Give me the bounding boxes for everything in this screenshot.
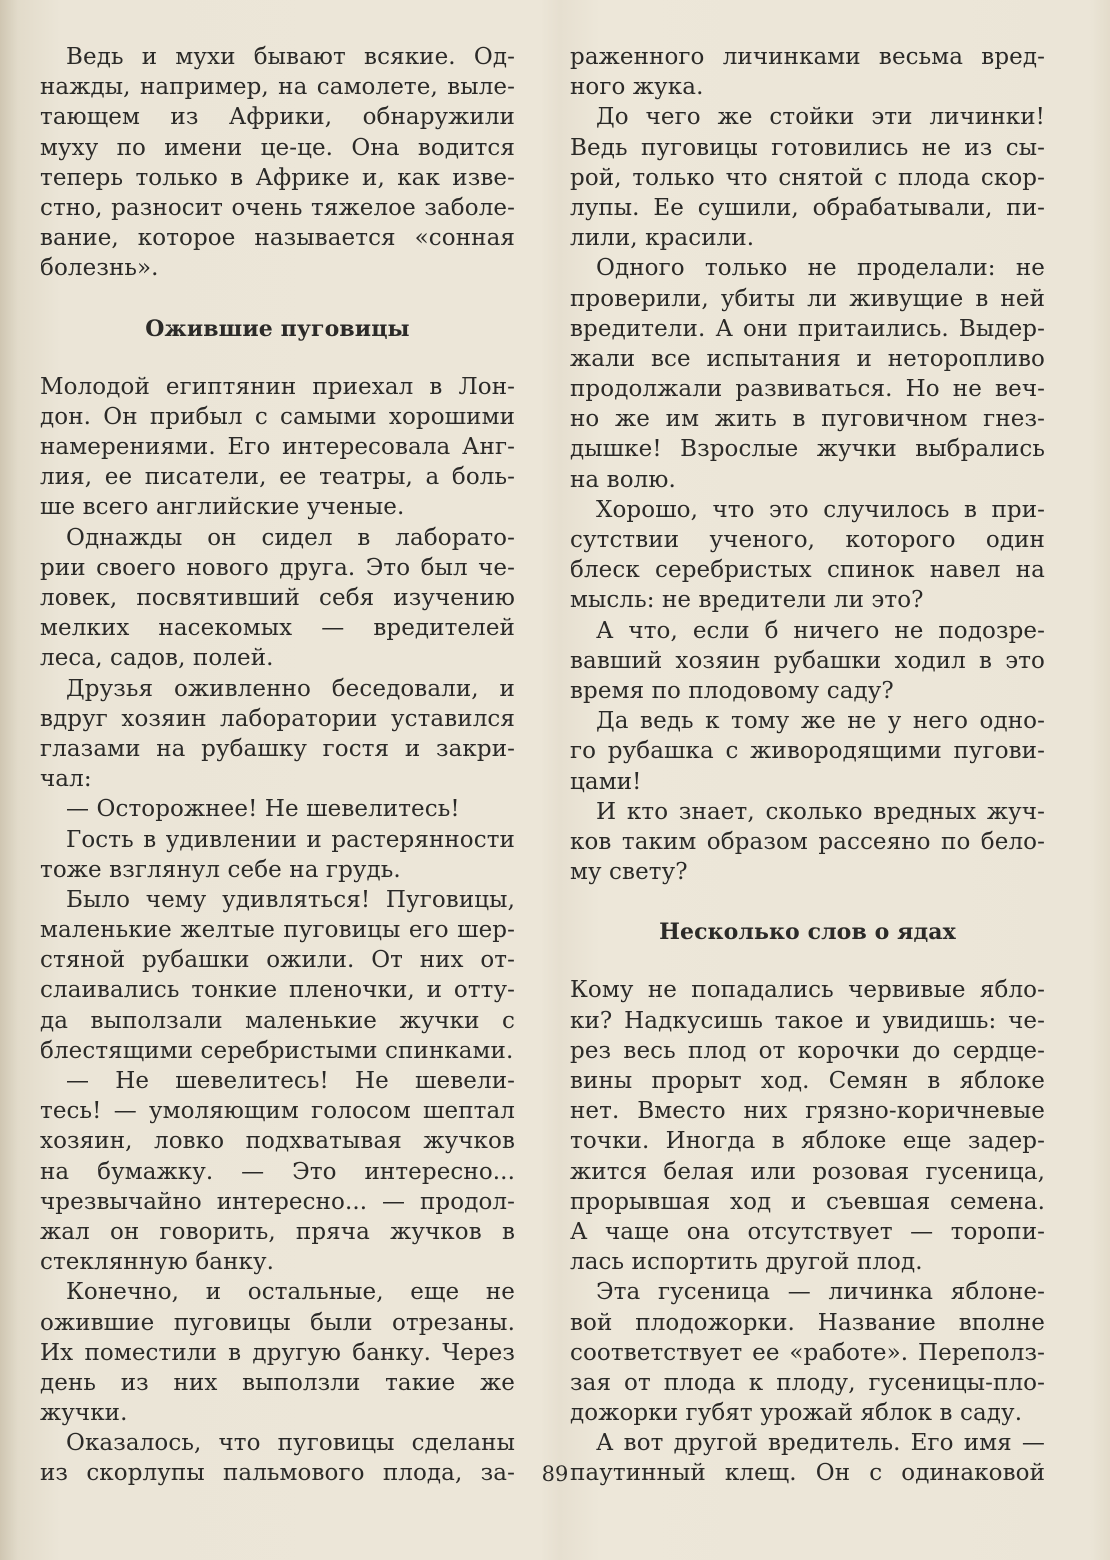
- text-line: раженного личинками весьма вред-: [570, 44, 1045, 70]
- text-line: тающем из Африки, обнаружили: [40, 104, 515, 131]
- text-line: рез весь плод от корочки до сердце-: [570, 1037, 1045, 1064]
- text-line: рии своего нового друга. Это был че-: [40, 554, 515, 581]
- text-line: мысль: не вредители ли это?: [570, 587, 924, 614]
- paragraph: [40, 42, 515, 284]
- paragraph: [570, 253, 1045, 495]
- text-line: Ведь пуговицы готовились не из сы-: [570, 134, 1045, 161]
- paragraph: [40, 1066, 515, 1277]
- text-line: вание, которое называется «сонная: [40, 225, 515, 252]
- text-line: вредители. А они притаились. Выдер-: [570, 315, 1045, 342]
- text-line: До чего же стойки эти личинки!: [596, 104, 1045, 131]
- text-line: цами!: [570, 768, 642, 795]
- text-line: лупы. Ее сушили, обрабатывали, пи-: [570, 194, 1045, 221]
- right-column: [570, 42, 1045, 1489]
- text-line: сутствии ученого, которого один: [570, 527, 1045, 553]
- paragraph: [570, 975, 1045, 1277]
- text-line: вины прорыт ход. Семян в яблоке: [570, 1068, 1045, 1094]
- paragraph: [570, 616, 1045, 707]
- paragraph: [570, 495, 1045, 616]
- paragraph: [40, 885, 515, 1066]
- text-line: прорывшая ход и съевшая семена.: [570, 1188, 1045, 1215]
- text-line: лась испортить другой плод.: [570, 1249, 923, 1276]
- text-line: на бумажку. — Это интересно...: [40, 1158, 515, 1185]
- spacer: [570, 947, 1045, 975]
- text-line: паутинный клещ. Он с одинаковой: [570, 1460, 1045, 1487]
- text-line: Оказалось, что пуговицы сделаны: [66, 1430, 515, 1457]
- text-line: жится белая или розовая гусеница,: [570, 1158, 1045, 1185]
- spacer: [40, 284, 515, 314]
- text-line: нет. Вместо них грязно-коричневые: [570, 1098, 1045, 1125]
- text-line: точки. Иногда в яблоке еще задер-: [570, 1128, 1045, 1155]
- paragraph: [40, 674, 515, 795]
- text-line: соответствует ее «работе». Переполз-: [570, 1339, 1045, 1366]
- text-line: муху по имени це-це. Она водится: [40, 134, 515, 161]
- text-line: — Не шевелитесь! Не шевели-: [66, 1068, 515, 1094]
- section-heading: Ожившие пуговицы: [145, 315, 410, 342]
- text-line: намерениями. Его интересовала Анг-: [40, 434, 515, 461]
- text-line: Кому не попадались червивые ябло-: [570, 977, 1045, 1004]
- text-line: И кто знает, сколько вредных жуч-: [596, 798, 1045, 825]
- text-line: чрезвычайно интересно... — продол-: [40, 1188, 515, 1215]
- text-line: рой, только что снятой с плода скор-: [570, 164, 1045, 191]
- text-line: го рубашка с живородящими пугови-: [570, 738, 1045, 765]
- text-line: Одного только не проделали: не: [596, 255, 1045, 282]
- text-line: ловек, посвятивший себя изучению: [40, 585, 515, 611]
- text-line: леса, садов, полей.: [40, 645, 274, 672]
- paragraph: [570, 1277, 1045, 1428]
- text-line: глазами на рубашку гостя и закри-: [40, 735, 515, 762]
- text-line: ков таким образом рассеяно по бело-: [570, 828, 1045, 855]
- text-line: тесь! — умоляющим голосом шептал: [40, 1098, 515, 1125]
- text-line: зая от плода к плоду, гусеницы-пло-: [570, 1369, 1045, 1396]
- text-line: Хорошо, что это случилось в при-: [596, 496, 1045, 523]
- text-line: продолжали развиваться. Но не веч-: [570, 376, 1045, 403]
- text-line: Ведь и мухи бывают всякие. Од-: [66, 44, 515, 70]
- text-line: вавший хозяин рубашки ходил в это: [570, 647, 1045, 674]
- text-line: ки? Надкусишь такое и увидишь: че-: [570, 1007, 1045, 1034]
- text-line: маленькие желтые пуговицы его шер-: [40, 917, 515, 944]
- text-line: Молодой египтянин приехал в Лон-: [40, 373, 515, 400]
- text-line: да выползали маленькие жучки с: [40, 1007, 515, 1034]
- text-line: жучки.: [40, 1400, 128, 1427]
- text-line: тоже взглянул себе на грудь.: [40, 856, 401, 883]
- text-line: нажды, например, на самолете, выле-: [40, 74, 515, 101]
- text-line: стно, разносит очень тяжелое заболе-: [40, 194, 515, 221]
- text-line: дожорки губят урожай яблок в саду.: [570, 1400, 1023, 1427]
- text-line: Конечно, и остальные, еще не: [66, 1279, 515, 1306]
- text-line: вдруг хозяин лаборатории уставился: [40, 705, 515, 732]
- text-line: ше всего английские ученые.: [40, 494, 405, 521]
- paragraph: [40, 523, 515, 674]
- text-line: А что, если б ничего не подозре-: [596, 617, 1045, 644]
- paragraph: [40, 1277, 515, 1428]
- text-line: жали все испытания и неторопливо: [570, 345, 1045, 372]
- text-line: вой плодожорки. Название вполне: [570, 1309, 1045, 1336]
- text-line: жал он говорить, пряча жучков в: [40, 1218, 515, 1245]
- text-line: Эта гусеница — личинка яблоне-: [596, 1279, 1045, 1306]
- text-line: на волю.: [570, 466, 676, 493]
- section-heading: Несколько слов о ядах: [659, 919, 956, 946]
- text-line: Да ведь к тому же не у него одно-: [596, 708, 1045, 735]
- text-line: стяной рубашки ожили. От них от-: [40, 947, 515, 974]
- text-line: Друзья оживленно беседовали, и: [66, 675, 515, 702]
- text-line: стеклянную банку.: [40, 1249, 275, 1276]
- text-line: дон. Он прибыл с самыми хорошими: [40, 403, 515, 430]
- text-line: му свету?: [570, 859, 688, 886]
- text-line: ожившие пуговицы были отрезаны.: [40, 1309, 515, 1336]
- paragraph: [570, 706, 1045, 797]
- page-number: 89: [541, 1462, 569, 1486]
- text-line: А чаще она отсутствует — торопи-: [570, 1218, 1045, 1245]
- text-line: лия, ее писатели, ее театры, а боль-: [40, 464, 515, 491]
- text-line: теперь только в Африке и, как изве-: [40, 164, 515, 191]
- paragraph: [570, 102, 1045, 253]
- text-line: лили, красили.: [570, 225, 755, 252]
- left-column: [40, 42, 515, 1489]
- text-line: Однажды он сидел в лаборато-: [66, 524, 515, 551]
- text-line: Было чему удивляться! Пуговицы,: [66, 886, 515, 913]
- text-line: мелких насекомых — вредителей: [40, 615, 515, 642]
- text-line: ного жука.: [570, 74, 704, 101]
- text-line: слаивались тонкие пленочки, и отту-: [40, 977, 515, 1004]
- paragraph: [40, 825, 515, 885]
- text-line: день из них выползли такие же: [40, 1369, 515, 1396]
- spacer: [570, 887, 1045, 917]
- text-line: хозяин, ловко подхватывая жучков: [40, 1128, 515, 1155]
- text-line: А вот другой вредитель. Его имя —: [596, 1430, 1045, 1457]
- paragraph: [40, 372, 515, 523]
- text-line: болезнь».: [40, 255, 159, 282]
- text-line: проверили, убиты ли живущие в ней: [570, 285, 1045, 312]
- text-line: блестящими серебристыми спинками.: [40, 1037, 514, 1064]
- text-line: чал:: [40, 766, 92, 793]
- text-line: дышке! Взрослые жучки выбрались: [570, 436, 1045, 463]
- paragraph: [40, 794, 515, 824]
- paragraph: [570, 42, 1045, 102]
- text-line: из скорлупы пальмового плода, за-: [40, 1460, 515, 1487]
- spacer: [40, 344, 515, 372]
- text-line: Их поместили в другую банку. Через: [40, 1339, 515, 1366]
- text-line: блеск серебристых спинок навел на: [570, 557, 1045, 584]
- text-line: Гость в удивлении и растерянности: [66, 826, 515, 853]
- text-line: — Осторожнее! Не шевелитесь!: [66, 796, 460, 823]
- text-line: но же им жить в пуговичном гнез-: [570, 406, 1045, 433]
- paragraph: [570, 797, 1045, 888]
- text-line: время по плодовому саду?: [570, 677, 894, 704]
